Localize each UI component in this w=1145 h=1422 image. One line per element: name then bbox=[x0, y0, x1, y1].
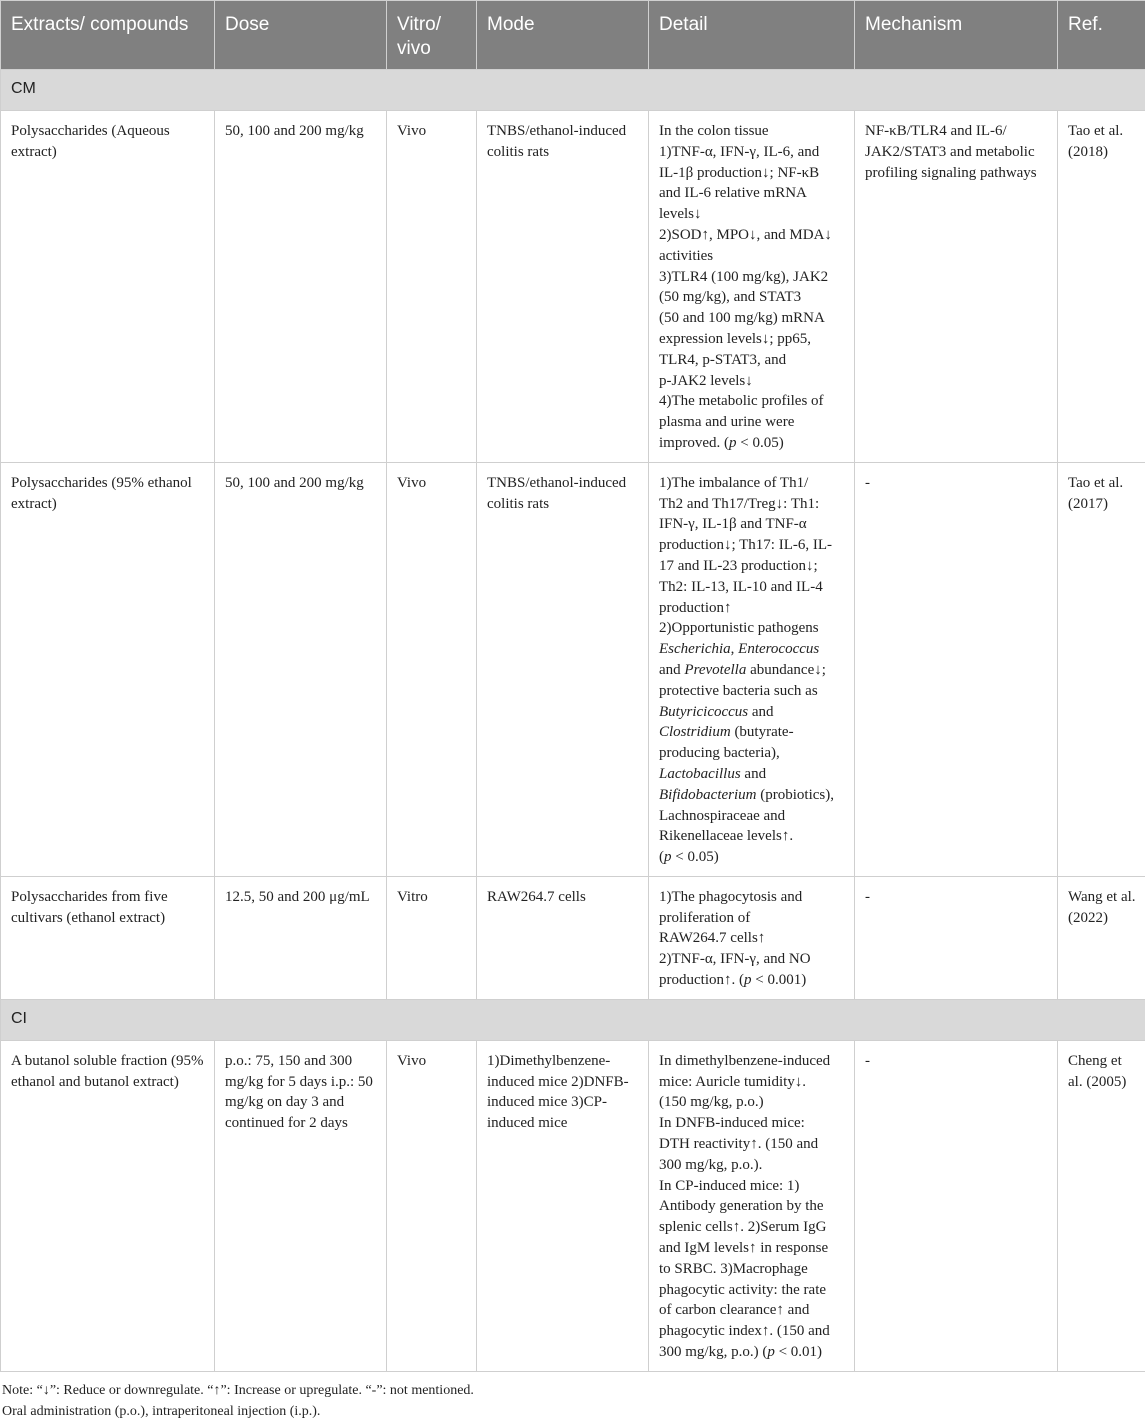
detail-line: of carbon clearance↑ and bbox=[659, 1300, 845, 1321]
note-abbreviations: Oral administration (p.o.), intraperitoneal injection (i.p.). bbox=[2, 1401, 1145, 1422]
header-ref: Ref. bbox=[1058, 1, 1145, 70]
detail-line: and Prevotella abundance↓; bbox=[659, 660, 845, 681]
cell-mechanism: - bbox=[855, 876, 1058, 999]
group-label: CM bbox=[1, 70, 1145, 111]
header-detail: Detail bbox=[649, 1, 855, 70]
detail-line: and IgM levels↑ in response bbox=[659, 1238, 845, 1259]
cell-dose: 50, 100 and 200 mg/kg bbox=[215, 462, 387, 876]
detail-line: Lachnospiraceae and bbox=[659, 806, 845, 827]
cell-mode: TNBS/ethanol-induced colitis rats bbox=[477, 111, 649, 463]
cell-ref: Tao et al. (2017) bbox=[1058, 462, 1145, 876]
detail-line: Th2: IL-13, IL-10 and IL-4 bbox=[659, 577, 845, 598]
detail-line: 300 mg/kg, p.o.). bbox=[659, 1155, 845, 1176]
detail-line: In DNFB-induced mice: bbox=[659, 1113, 845, 1134]
detail-line: levels↓ bbox=[659, 204, 845, 225]
detail-line: In the colon tissue bbox=[659, 121, 845, 142]
detail-line: 17 and IL-23 production↓; bbox=[659, 556, 845, 577]
detail-line: Lactobacillus and bbox=[659, 764, 845, 785]
detail-line: activities bbox=[659, 246, 845, 267]
cell-compound: A butanol soluble fraction (95% ethanol and butanol extract) bbox=[1, 1040, 215, 1371]
detail-line: phagocytic index↑. (150 and bbox=[659, 1321, 845, 1342]
detail-line: producing bacteria), bbox=[659, 743, 845, 764]
header-vitro-vivo: Vitro/ vivo bbox=[387, 1, 477, 70]
table-row bbox=[1, 876, 1145, 999]
detail-line: expression levels↓; pp65, bbox=[659, 329, 845, 350]
header-extracts: Extracts/ compounds bbox=[1, 1, 215, 70]
cell-detail bbox=[649, 876, 855, 999]
detail-line: 1)TNF-α, IFN-γ, IL-6, and bbox=[659, 142, 845, 163]
header-dose: Dose bbox=[215, 1, 387, 70]
detail-line: Antibody generation by the bbox=[659, 1196, 845, 1217]
cell-mode: RAW264.7 cells bbox=[477, 876, 649, 999]
detail-line: splenic cells↑. 2)Serum IgG bbox=[659, 1217, 845, 1238]
cell-vitro-vivo: Vivo bbox=[387, 462, 477, 876]
group-row bbox=[1, 70, 1145, 111]
detail-line: Th2 and Th17/Treg↓: Th1: bbox=[659, 494, 845, 515]
group-row bbox=[1, 999, 1145, 1040]
header-row bbox=[1, 1, 1145, 70]
detail-line: proliferation of bbox=[659, 908, 845, 929]
table-notes bbox=[0, 1372, 1145, 1422]
detail-line: 300 mg/kg, p.o.) (p < 0.01) bbox=[659, 1342, 845, 1363]
cell-dose: p.o.: 75, 150 and 300 mg/kg for 5 days i.p.: 50 mg/kg on day 3 and continued for 2 days bbox=[215, 1040, 387, 1371]
detail-line: In dimethylbenzene-induced bbox=[659, 1051, 845, 1072]
cell-mechanism: - bbox=[855, 462, 1058, 876]
cell-mechanism: - bbox=[855, 1040, 1058, 1371]
detail-line: plasma and urine were bbox=[659, 412, 845, 433]
cell-dose: 50, 100 and 200 mg/kg bbox=[215, 111, 387, 463]
detail-line: 2)Opportunistic pathogens bbox=[659, 618, 845, 639]
detail-line: production↑ bbox=[659, 598, 845, 619]
detail-line: (50 mg/kg), and STAT3 bbox=[659, 287, 845, 308]
cell-ref: Cheng et al. (2005) bbox=[1058, 1040, 1145, 1371]
detail-line: 3)TLR4 (100 mg/kg), JAK2 bbox=[659, 267, 845, 288]
detail-line: DTH reactivity↑. (150 and bbox=[659, 1134, 845, 1155]
cell-mode: 1)Dimethylbenzene-induced mice 2)DNFB-induced mice 3)CP-induced mice bbox=[477, 1040, 649, 1371]
cell-mode: TNBS/ethanol-induced colitis rats bbox=[477, 462, 649, 876]
detail-line: improved. (p < 0.05) bbox=[659, 433, 845, 454]
detail-line: RAW264.7 cells↑ bbox=[659, 928, 845, 949]
cell-ref: Tao et al. (2018) bbox=[1058, 111, 1145, 463]
cell-vitro-vivo: Vivo bbox=[387, 1040, 477, 1371]
cell-vitro-vivo: Vivo bbox=[387, 111, 477, 463]
table-row bbox=[1, 1040, 1145, 1371]
cell-detail bbox=[649, 1040, 855, 1371]
detail-line: p-JAK2 levels↓ bbox=[659, 371, 845, 392]
detail-line: Bifidobacterium (probiotics), bbox=[659, 785, 845, 806]
detail-line: (p < 0.05) bbox=[659, 847, 845, 868]
detail-line: protective bacteria such as bbox=[659, 681, 845, 702]
detail-line: and IL-6 relative mRNA bbox=[659, 183, 845, 204]
table-row bbox=[1, 111, 1145, 463]
detail-line: 2)TNF-α, IFN-γ, and NO bbox=[659, 949, 845, 970]
cell-compound: Polysaccharides (95% ethanol extract) bbox=[1, 462, 215, 876]
detail-line: phagocytic activity: the rate bbox=[659, 1280, 845, 1301]
detail-line: 1)The phagocytosis and bbox=[659, 887, 845, 908]
detail-line: production↓; Th17: IL-6, IL- bbox=[659, 535, 845, 556]
detail-line: (150 mg/kg, p.o.) bbox=[659, 1092, 845, 1113]
cell-detail bbox=[649, 111, 855, 463]
detail-line: Clostridium (butyrate- bbox=[659, 722, 845, 743]
cell-dose: 12.5, 50 and 200 μg/mL bbox=[215, 876, 387, 999]
detail-line: Escherichia, Enterococcus bbox=[659, 639, 845, 660]
detail-line: In CP-induced mice: 1) bbox=[659, 1176, 845, 1197]
detail-line: 4)The metabolic profiles of bbox=[659, 391, 845, 412]
detail-line: IFN-γ, IL-1β and TNF-α bbox=[659, 514, 845, 535]
detail-line: production↑. (p < 0.001) bbox=[659, 970, 845, 991]
table-row bbox=[1, 462, 1145, 876]
cell-compound: Polysaccharides (Aqueous extract) bbox=[1, 111, 215, 463]
header-mode: Mode bbox=[477, 1, 649, 70]
detail-line: Butyricicoccus and bbox=[659, 702, 845, 723]
cell-mechanism: NF-κB/TLR4 and IL-6/ JAK2/STAT3 and metabolic profiling signaling pathways bbox=[855, 111, 1058, 463]
group-label: CI bbox=[1, 999, 1145, 1040]
cell-vitro-vivo: Vitro bbox=[387, 876, 477, 999]
detail-line: TLR4, p-STAT3, and bbox=[659, 350, 845, 371]
note-symbols: Note: “↓”: Reduce or downregulate. “↑”: Increase or upregulate. “-”: not mentioned. bbox=[2, 1380, 1145, 1401]
detail-line: 2)SOD↑, MPO↓, and MDA↓ bbox=[659, 225, 845, 246]
detail-line: 1)The imbalance of Th1/ bbox=[659, 473, 845, 494]
detail-line: IL-1β production↓; NF-κB bbox=[659, 163, 845, 184]
detail-line: to SRBC. 3)Macrophage bbox=[659, 1259, 845, 1280]
cell-ref: Wang et al. (2022) bbox=[1058, 876, 1145, 999]
detail-line: Rikenellaceae levels↑. bbox=[659, 826, 845, 847]
cell-compound: Polysaccharides from five cultivars (ethanol extract) bbox=[1, 876, 215, 999]
detail-line: mice: Auricle tumidity↓. bbox=[659, 1072, 845, 1093]
cell-detail bbox=[649, 462, 855, 876]
header-mechanism: Mechanism bbox=[855, 1, 1058, 70]
detail-line: (50 and 100 mg/kg) mRNA bbox=[659, 308, 845, 329]
